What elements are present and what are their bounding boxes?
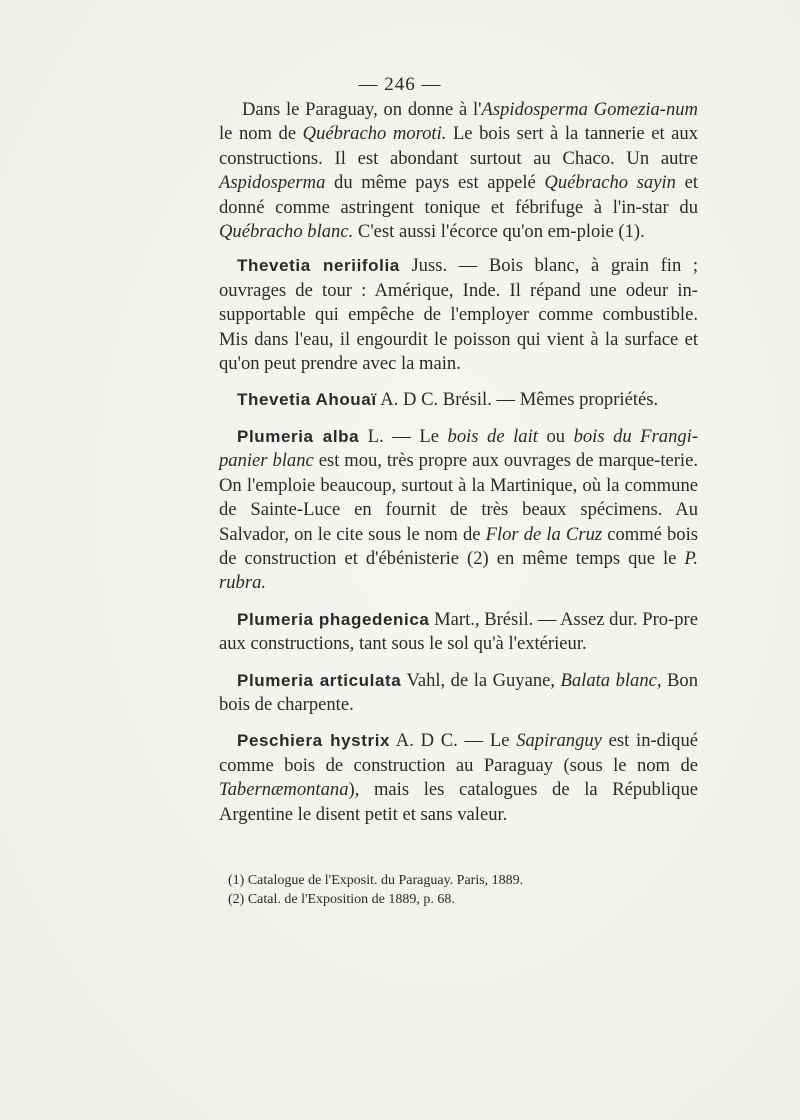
- text-run: Le bois sert à la tannerie et aux constructions. Il est abondant surtout au Chaco. Un autre: [219, 123, 698, 169]
- italic-run: P. rubra.: [219, 547, 698, 594]
- text-run: est in-diqué comme bois de construction au Paraguay (sous le nom de: [219, 730, 698, 776]
- text-run: Juss. — Bois blanc, à grain fin ; ouvrages de tour : Amérique, Inde. Il répand une odeur in-supportable qui empêche de l'employer comme combustible. Mis dans l'eau, il engourdit le poisson qui vient à la surface et qu'on peut prendre avec la main.: [219, 255, 698, 375]
- entry-plumeria-articulata: [219, 669, 698, 718]
- page-number: — 246 —: [358, 74, 442, 95]
- italic-run: bois de lait: [447, 425, 538, 447]
- species-name: Plumeria phagedenica: [237, 609, 430, 629]
- footnote-1: (1) Catalogue de l'Exposit. du Paraguay. Paris, 1889.: [228, 873, 524, 888]
- italic-run: Québracho blanc.: [219, 221, 354, 243]
- text-run: du même pays est appelé: [325, 172, 545, 194]
- entry-peschiera-hystrix: [219, 729, 698, 827]
- text-run: Bon bois de charpente.: [219, 669, 698, 715]
- text-run: et donné comme astringent tonique et fébrifuge à l'in-star du: [219, 172, 698, 218]
- species-name: Peschiera hystrix: [237, 731, 391, 751]
- italic-run: Balata blanc,: [560, 669, 662, 691]
- entry-plumeria-alba: [219, 425, 698, 596]
- text-run: A. D C. Brésil. — Mêmes propriétés.: [376, 389, 659, 411]
- footnote-2: (2) Catal. de l'Exposition de 1889, p. 68.: [228, 892, 455, 907]
- text-run: le nom de: [219, 123, 303, 145]
- species-name: Plumeria articulata: [237, 670, 402, 690]
- text-run: L. — Le: [359, 425, 448, 447]
- italic-run: Tabernæmontana: [219, 779, 349, 801]
- entry-thevetia-ahouai: [219, 388, 698, 412]
- text-run: C'est aussi l'écorce qu'on em-ploie (1).: [353, 221, 645, 243]
- italic-run: Aspidosperma: [219, 172, 326, 194]
- species-name: Thevetia neriifolia: [237, 256, 400, 276]
- text-run: commé bois de construction et d'ébénisterie (2) en même temps que le: [219, 523, 698, 569]
- italic-run: Flor de la Cruz: [485, 523, 603, 545]
- intro-paragraph: [219, 98, 698, 244]
- italic-run: Québracho sayin: [544, 172, 676, 194]
- text-run: Vahl, de la Guyane,: [401, 669, 561, 691]
- text-run: Dans le Paraguay, on donne à l': [242, 99, 482, 120]
- italic-run: Québracho moroti.: [302, 123, 447, 145]
- entry-plumeria-phagedenica: [219, 608, 698, 657]
- footnotes: [228, 871, 698, 909]
- italic-run: bois du Frangi-panier blanc: [219, 425, 699, 472]
- entry-thevetia-neriifolia: [219, 254, 698, 376]
- text-run: A. D C. — Le: [390, 730, 517, 752]
- text-run: Mart., Brésil. — Assez dur. Pro-pre aux constructions, tant sous le sol qu'à l'extérieur.: [219, 608, 698, 655]
- species-name: Plumeria alba: [237, 426, 360, 446]
- text-run: est mou, très propre aux ouvrages de marque-terie. On l'emploie beaucoup, surtout à la Martinique, où la commune de Sainte-Luce en fournit de très beaux spécimens. Au Salvador, on le cite sous le nom de: [219, 450, 698, 545]
- text-run: ), mais les catalogues de la République Argentine le disent petit et sans valeur.: [219, 779, 698, 825]
- text-run: ou: [537, 425, 574, 447]
- body-text: [219, 98, 698, 827]
- species-name: Thevetia Ahouaï: [237, 390, 377, 410]
- italic-run: Sapiranguy: [516, 730, 602, 752]
- italic-run: Aspidosperma Gomezia-num: [481, 99, 698, 120]
